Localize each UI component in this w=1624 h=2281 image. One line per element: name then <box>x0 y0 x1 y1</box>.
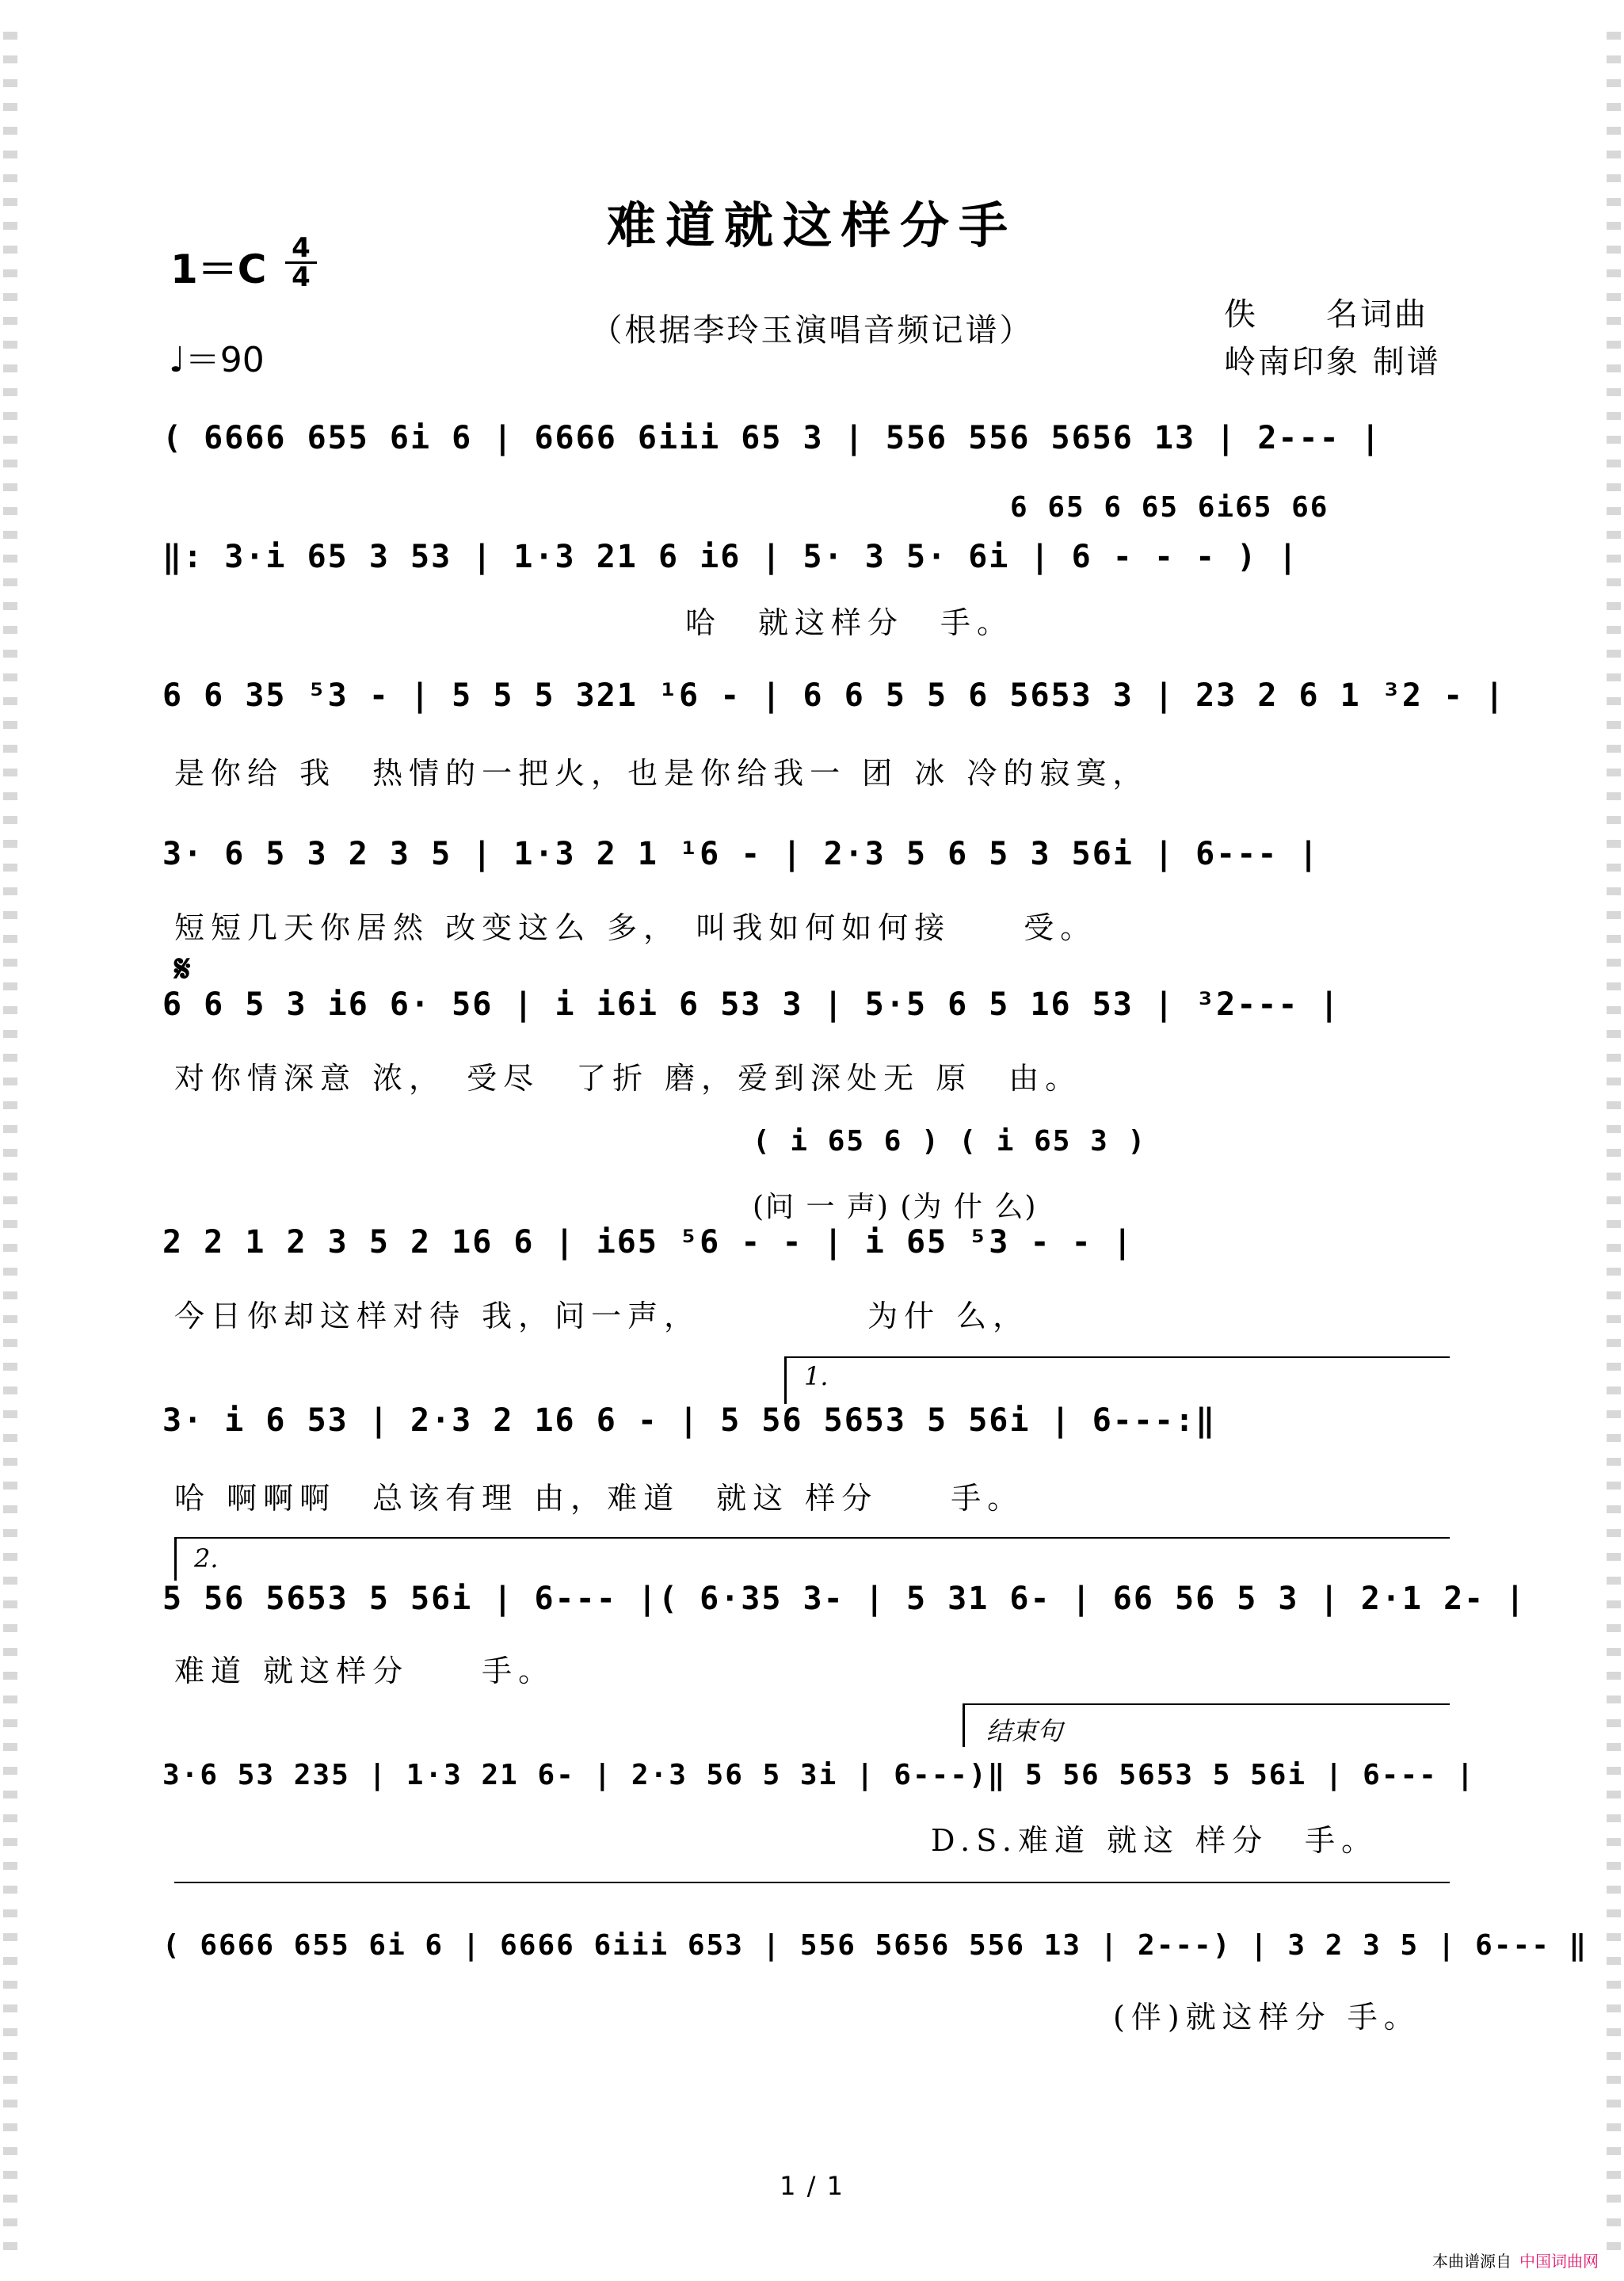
closing-bracket <box>174 1882 1450 1883</box>
tempo-marking: ♩＝90 <box>169 340 265 380</box>
volta-2-label: 2. <box>194 1543 219 1573</box>
footer-source <box>1432 2249 1599 2271</box>
lyric-row-2: 是你给 我 热情的一把火，也是你给我一 团 冰 冷的寂寞， <box>174 756 1149 791</box>
right-watermark-strip <box>1607 32 1621 2250</box>
key-signature: 1＝C <box>170 246 267 292</box>
page-number: 1 / 1 <box>780 2171 844 2201</box>
lyric-row-9: (伴)就这样分 手。 <box>1113 2000 1420 2035</box>
music-row-0: ( 6666 655 6i 6 | 6666 6iii 65 3 | 556 556 5656 13 | 2--- | <box>162 420 1382 456</box>
music-row-5-upper-lyric: (问 一 声) (为 什 么) <box>753 1191 1038 1223</box>
lyric-row-1: 哈 就这样分 手。 <box>685 605 1014 640</box>
song-title: 难道就这样分手 <box>606 196 1017 254</box>
music-row-3: 3· 6 5 3 2 3 5 | 1·3 2 1 ¹6 - | 2·3 5 6 5 3 56i | 6--- | <box>162 836 1320 872</box>
music-row-1: ‖: 3·i 65 3 53 | 1·3 21 6 i6 | 5· 3 5· 6i | 6 - - - ) | <box>162 539 1299 575</box>
music-row-1-upper: 6 65 6 65 6i65 66 <box>1010 491 1329 524</box>
segno-mark: 𝄋 <box>174 947 191 991</box>
volta-1-bracket <box>784 1356 1450 1358</box>
music-row-8: 3·6 53 235 | 1·3 21 6- | 2·3 56 5 3i | 6---)‖ 5 56 5653 5 56i | 6--- | <box>162 1759 1476 1791</box>
music-row-4: 6 6 5 3 i6 6· 56 | i i6i 6 53 3 | 5·5 6 5 16 53 | ³2--- | <box>162 986 1340 1023</box>
time-signature <box>285 232 317 293</box>
music-row-5: 2 2 1 2 3 5 2 16 6 | i65 ⁵6 - - | i 65 ⁵3 - - | <box>162 1224 1134 1261</box>
lyric-row-4: 对你情深意 浓， 受尽 了折 磨，爱到深处无 原 由。 <box>174 1061 1082 1096</box>
ending-label: 结束句 <box>986 1716 1063 1746</box>
lyric-row-5: 今日你却这样对待 我，问一声， 为什 么， <box>174 1299 1030 1333</box>
lyric-row-7: 难道 就这样分 手。 <box>174 1654 555 1688</box>
music-row-9: ( 6666 655 6i 6 | 6666 6iii 653 | 556 5656 556 13 | 2---) | 3 2 3 5 | 6--- ‖ <box>162 1929 1588 1962</box>
composer-credit: 佚 名词曲 <box>1224 296 1428 333</box>
time-bottom: 4 <box>285 261 317 291</box>
footer-source-text: 本曲谱源自 <box>1432 2252 1512 2271</box>
music-row-7: 5 56 5653 5 56i | 6--- |( 6·35 3- | 5 31 6- | 66 56 5 3 | 2·1 2- | <box>162 1581 1527 1617</box>
volta-2-tick <box>174 1537 177 1581</box>
music-row-6: 3· i 6 53 | 2·3 2 16 6 - | 5 56 5653 5 56i | 6---:‖ <box>162 1402 1217 1439</box>
left-watermark-strip <box>3 32 17 2250</box>
volta-1-tick <box>784 1356 787 1404</box>
subtitle: （根据李玲玉演唱音频记谱） <box>590 312 1034 349</box>
arranger-credit: 岭南印象 制谱 <box>1224 344 1441 380</box>
lyric-row-6: 哈 啊啊啊 总该有理 由，难道 就这 样分 手。 <box>174 1481 1024 1516</box>
footer-site: 中国词曲网 <box>1519 2252 1599 2271</box>
ending-tick <box>963 1703 965 1747</box>
volta-2-bracket <box>174 1537 1450 1539</box>
volta-1-label: 1. <box>804 1361 829 1391</box>
music-row-2: 6 6 35 ⁵3 - | 5 5 5 321 ¹6 - | 6 6 5 5 6 5653 3 | 23 2 6 1 ³2 - | <box>162 677 1506 714</box>
time-top: 4 <box>292 232 311 264</box>
lyric-row-3: 短短几天你居然 改变这么 多， 叫我如何如何接 受。 <box>174 910 1097 945</box>
music-row-5-upper: ( i 65 6 ) ( i 65 3 ) <box>753 1125 1147 1158</box>
lyric-row-8: D.S.难道 就这 样分 手。 <box>931 1823 1378 1858</box>
ending-bracket <box>963 1703 1450 1705</box>
